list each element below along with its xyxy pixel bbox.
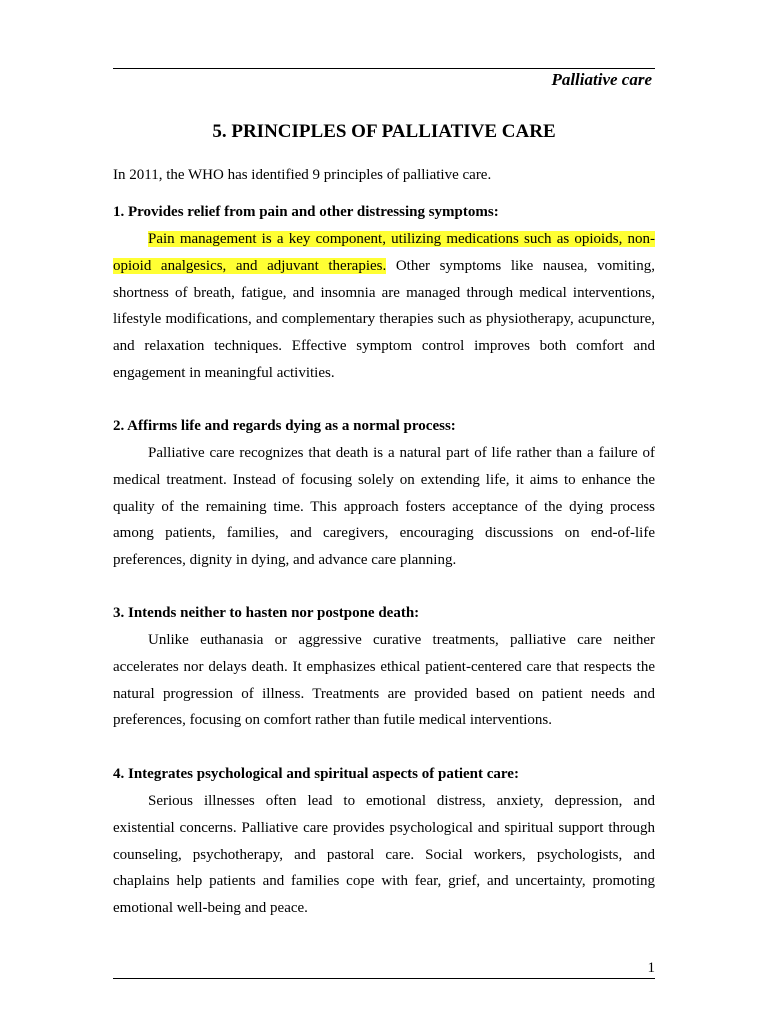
principle-3 — [113, 604, 655, 734]
highlighted-text: Pain management is a key component, utilizing medications such as opioids, non-opioid analgesics, and adjuvant therapies. — [113, 231, 655, 274]
principle-heading: 2. Affirms life and regards dying as a normal process: — [113, 418, 456, 434]
principle-body: Palliative care recognizes that death is a natural part of life rather than a failure of medical treatment. Instead of focusing solely on extending life, it aims to enhance the quality of the remaining time. This approach fosters acceptance of the dying process among patients, families, and caregivers, encouraging discussions on end-of-life preferences, dignity in dying, and advance care planning. — [113, 445, 655, 569]
footer-rule — [113, 978, 655, 979]
running-header: Palliative care — [551, 70, 652, 89]
principle-heading: 4. Integrates psychological and spiritual aspects of patient care: — [113, 766, 519, 782]
principle-2 — [113, 417, 655, 574]
principle-heading: 3. Intends neither to hasten nor postpone death: — [113, 605, 420, 621]
document-page — [113, 0, 655, 1024]
principle-body: Unlike euthanasia or aggressive curative treatments, palliative care neither accelerates nor delays death. It emphasizes ethical patient-centered care that respects the natural progression of illness. Treatments are provided based on patient needs and preferences, focusing on comfort rather than futile medical interventions. — [113, 632, 655, 729]
section-title: 5. PRINCIPLES OF PALLIATIVE CARE — [212, 121, 556, 142]
page-number: 1 — [647, 960, 655, 976]
principle-4 — [113, 765, 655, 922]
principle-body — [113, 226, 655, 387]
header-rule — [113, 68, 655, 69]
intro-paragraph: In 2011, the WHO has identified 9 principles of palliative care. — [113, 167, 492, 183]
body-text: Other symptoms like nausea, vomiting, shortness of breath, fatigue, and insomnia are managed through medical interventions, lifestyle modifications, and complementary therapies such as physiotherapy, acupuncture, and relaxation techniques. Effective symptom control improves both comfort and engagement in meaningful activities. — [113, 257, 655, 381]
principle-1 — [113, 203, 655, 387]
principle-heading: 1. Provides relief from pain and other distressing symptoms: — [113, 204, 499, 220]
principle-body: Serious illnesses often lead to emotional distress, anxiety, depression, and existential concerns. Palliative care provides psychological and spiritual support through counseling, psychotherapy, and pastoral care. Social workers, psychologists, and chaplains help patients and families cope with fear, grief, and uncertainty, promoting emotional well-being and peace. — [113, 793, 655, 917]
